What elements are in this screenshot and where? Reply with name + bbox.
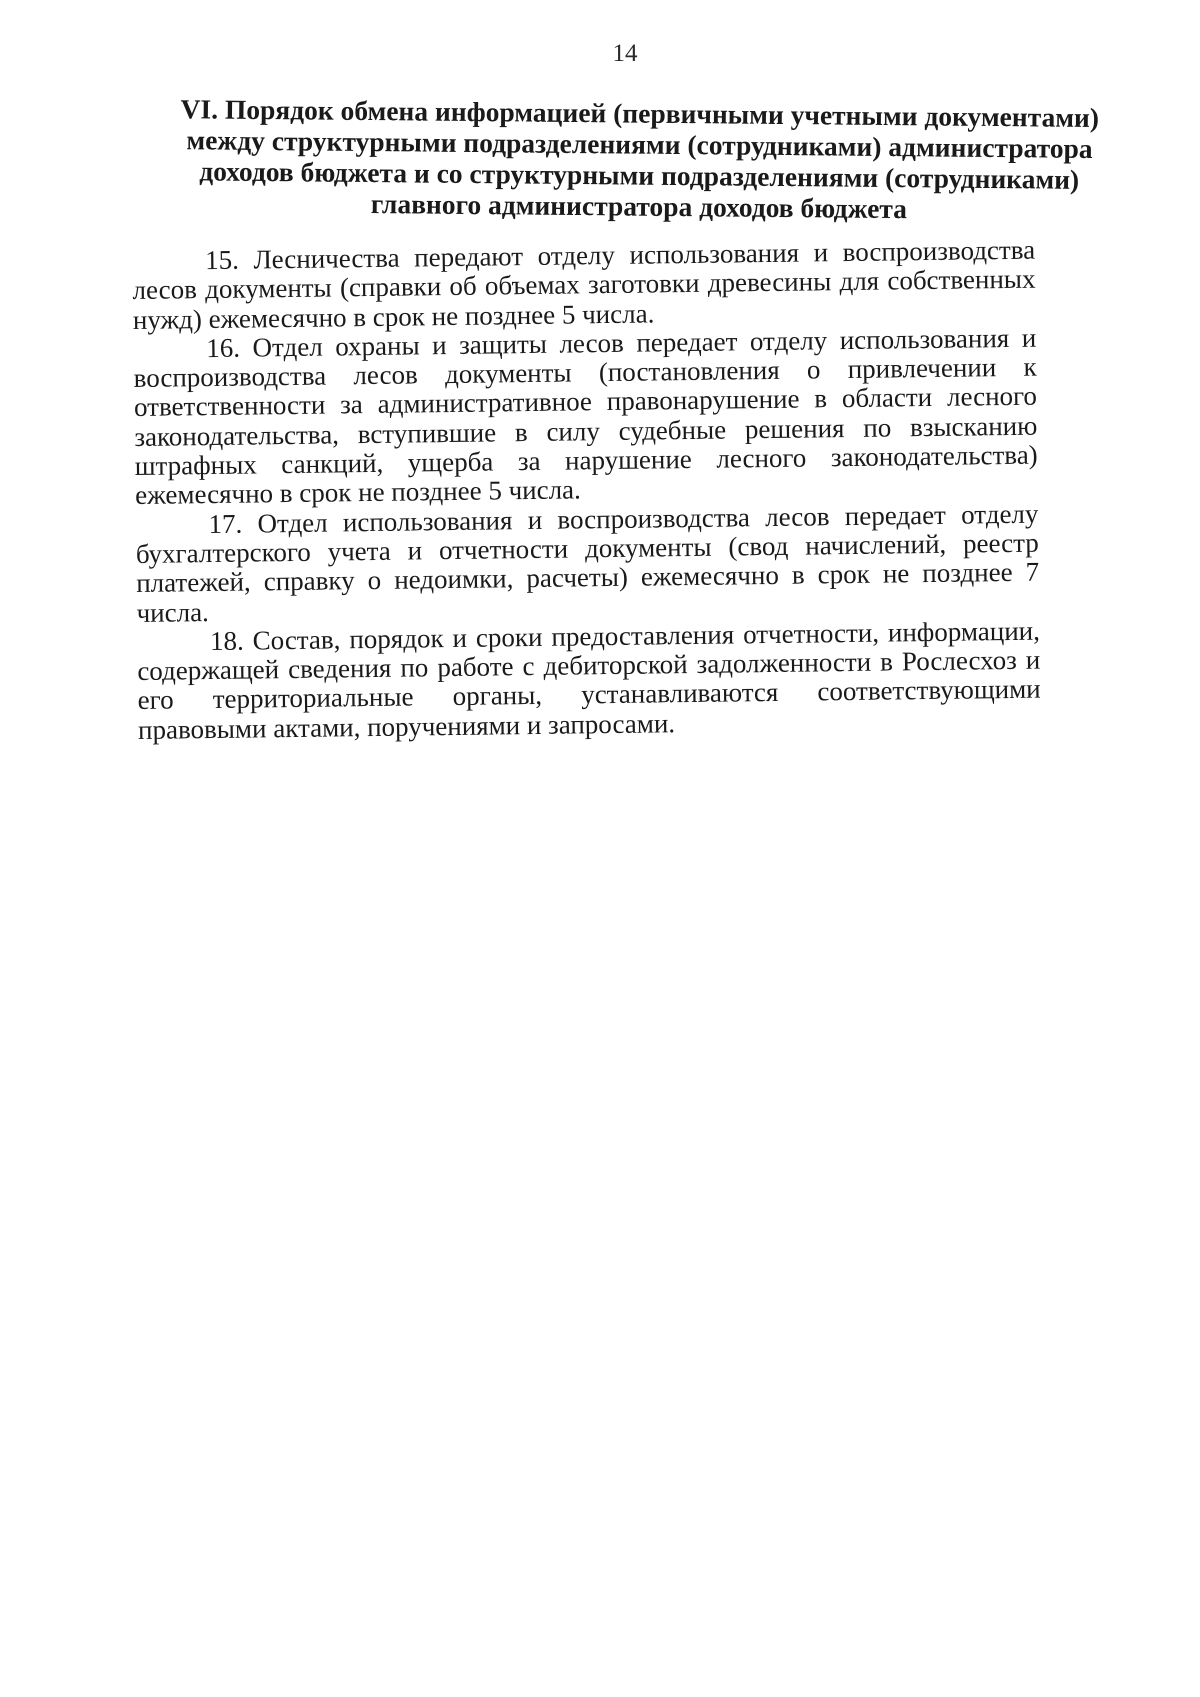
paragraph-15: 15. Лесничества передают отделу использования и воспроизводства лесов документы (справки об объемах заготовки древесины для собственных нужд) ежемесячно в срок не позднее 5 числа. (132, 234, 1036, 335)
paragraph-16: 16. Отдел охраны и защиты лесов передает отделу использования и воспроизводства лесов документы (постановления о привлечении к ответственности за административное правонарушение в области лесного законодательства, вступившие в силу судебные решения по взысканию штрафных санкций, ущерба за нарушение лесного законодательства) ежемесячно в срок не позднее 5 числа. (133, 322, 1038, 511)
paragraph-18: 18. Состав, порядок и сроки предоставления отчетности, информации, содержащей сведения по работе с дебиторской задолженности в Рослесхоз и его территориальные органы, устанавливаются соответствующими правовыми актами, поручениями и запросами. (137, 615, 1041, 745)
page-number: 14 (612, 40, 638, 67)
section-title: VI. Порядок обмена информацией (первичными учетными документами) между структурными подразделениями (сотрудниками) администратора доходов бюджета и со структурными подразделениями (сотрудниками) главного администратора доходов бюджета (180, 93, 1100, 225)
section-body (132, 236, 1041, 745)
paragraph-17: 17. Отдел использования и воспроизводства лесов передает отделу бухгалтерского учета и отчетности документы (свод начислений, реестр платежей, справку о недоимки, расчеты) ежемесячно в срок не позднее 7 числа. (135, 498, 1040, 628)
